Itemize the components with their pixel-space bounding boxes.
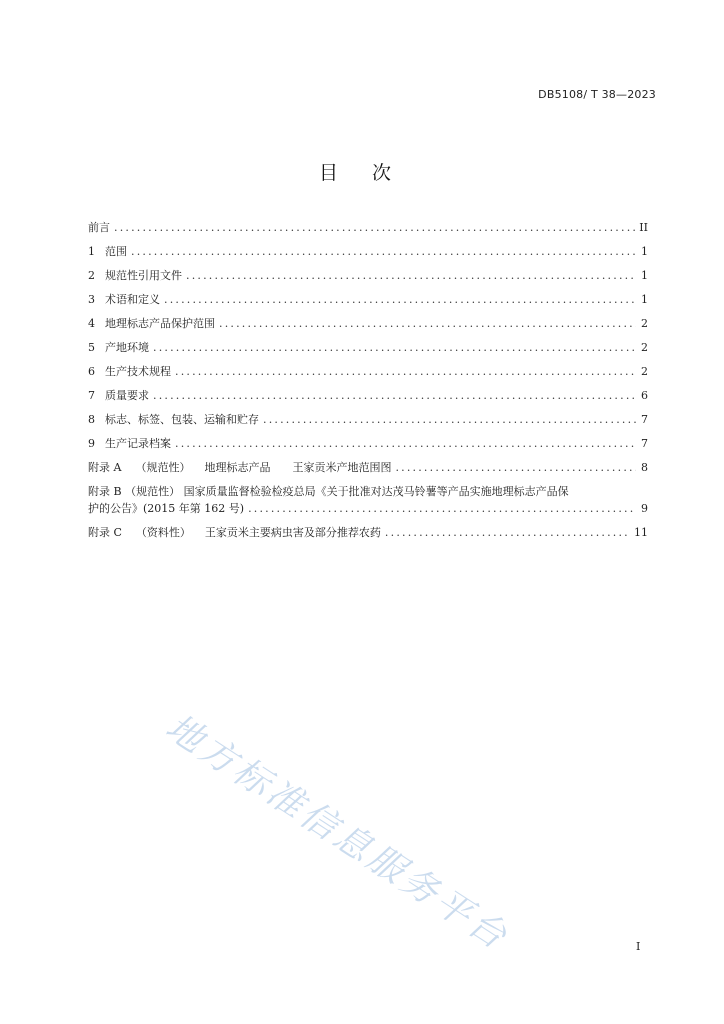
toc-entry-number: 2 bbox=[88, 269, 95, 282]
appendix-type: （规范性） bbox=[125, 485, 181, 498]
toc-entry-number: 1 bbox=[88, 245, 95, 258]
toc-title: 目 次 bbox=[318, 162, 406, 184]
toc-entry-page: 1 bbox=[641, 245, 648, 258]
toc-leader-dots bbox=[186, 269, 636, 282]
toc-leader-dots bbox=[175, 437, 636, 450]
toc-entry-appendix-b[interactable] bbox=[88, 483, 648, 524]
toc-entry-title: 产地环境 bbox=[105, 341, 149, 354]
toc-entry-appendix-a[interactable] bbox=[88, 459, 648, 483]
document-code: DB5108/ T 38—2023 bbox=[538, 88, 656, 101]
appendix-label: 附录 C bbox=[88, 526, 122, 539]
appendix-type: （规范性） bbox=[135, 461, 191, 474]
toc-leader-dots bbox=[263, 413, 636, 426]
toc-entry-title: 术语和定义 bbox=[105, 293, 160, 306]
toc-entry-1[interactable] bbox=[88, 243, 648, 267]
toc-entry-page: 7 bbox=[641, 437, 648, 450]
watermark: 地方标准信息服务平台 bbox=[158, 706, 517, 959]
appendix-title: 王家贡米主要病虫害及部分推荐农药 bbox=[204, 526, 381, 539]
toc-leader-dots bbox=[114, 221, 635, 234]
toc-leader-dots bbox=[219, 317, 636, 330]
toc-entry-foreword[interactable] bbox=[88, 219, 648, 243]
appendix-label: 附录 B bbox=[88, 485, 122, 498]
toc-entry-9[interactable] bbox=[88, 435, 648, 459]
toc-entry-page: 2 bbox=[641, 341, 648, 354]
toc-leader-dots bbox=[395, 461, 636, 474]
toc-entry-7[interactable] bbox=[88, 387, 648, 411]
toc-entry-6[interactable] bbox=[88, 363, 648, 387]
page-number: I bbox=[636, 940, 641, 953]
toc-entry-number: 3 bbox=[88, 293, 95, 306]
toc-entry-title: 质量要求 bbox=[105, 389, 149, 402]
toc-leader-dots bbox=[385, 526, 630, 539]
toc-entry-title: 范围 bbox=[105, 245, 127, 258]
appendix-title-continued: 护的公告》(2015 年第 162 号) bbox=[88, 502, 245, 515]
table-of-contents bbox=[88, 219, 648, 548]
toc-entry-title: 规范性引用文件 bbox=[105, 269, 182, 282]
toc-entry-page: 2 bbox=[641, 365, 648, 378]
toc-entry-number: 8 bbox=[88, 413, 95, 426]
toc-entry-title: 前言 bbox=[88, 221, 110, 234]
appendix-label: 附录 A bbox=[88, 461, 122, 474]
toc-entry-5[interactable] bbox=[88, 339, 648, 363]
toc-entry-title: 生产技术规程 bbox=[105, 365, 171, 378]
toc-entry-title: 标志、标签、包装、运输和贮存 bbox=[105, 413, 259, 426]
toc-entry-page: 6 bbox=[641, 389, 648, 402]
toc-entry-number: 5 bbox=[88, 341, 95, 354]
toc-entry-number: 9 bbox=[88, 437, 95, 450]
toc-leader-dots bbox=[164, 293, 636, 306]
toc-entry-page: 8 bbox=[641, 461, 648, 474]
toc-entry-appendix-c[interactable] bbox=[88, 524, 648, 548]
toc-entry-page: 1 bbox=[641, 293, 648, 306]
toc-entry-page: 9 bbox=[641, 502, 648, 515]
toc-entry-number: 6 bbox=[88, 365, 95, 378]
toc-entry-page: 7 bbox=[641, 413, 648, 426]
toc-leader-dots bbox=[153, 389, 636, 402]
appendix-type: （资料性） bbox=[135, 526, 191, 539]
appendix-b-line2 bbox=[88, 500, 648, 524]
toc-leader-dots bbox=[131, 245, 636, 258]
appendix-title: 国家质量监督检验检疫总局《关于批准对达茂马铃薯等产品实施地理标志产品保 bbox=[183, 485, 569, 498]
appendix-b-line1 bbox=[88, 483, 648, 500]
toc-entry-2[interactable] bbox=[88, 267, 648, 291]
toc-leader-dots bbox=[248, 502, 636, 515]
toc-entry-4[interactable] bbox=[88, 315, 648, 339]
toc-entry-3[interactable] bbox=[88, 291, 648, 315]
toc-entry-number: 7 bbox=[88, 389, 95, 402]
toc-leader-dots bbox=[153, 341, 636, 354]
appendix-title: 地理标志产品 bbox=[204, 461, 271, 474]
toc-entry-page: 11 bbox=[634, 526, 648, 539]
toc-entry-title: 地理标志产品保护范围 bbox=[105, 317, 215, 330]
toc-entry-number: 4 bbox=[88, 317, 95, 330]
appendix-title-2: 王家贡米产地范围图 bbox=[292, 461, 392, 474]
toc-entry-page: 1 bbox=[641, 269, 648, 282]
toc-leader-dots bbox=[175, 365, 636, 378]
toc-entry-title: 生产记录档案 bbox=[105, 437, 171, 450]
toc-entry-page: II bbox=[639, 221, 648, 234]
toc-entry-page: 2 bbox=[641, 317, 648, 330]
toc-entry-8[interactable] bbox=[88, 411, 648, 435]
